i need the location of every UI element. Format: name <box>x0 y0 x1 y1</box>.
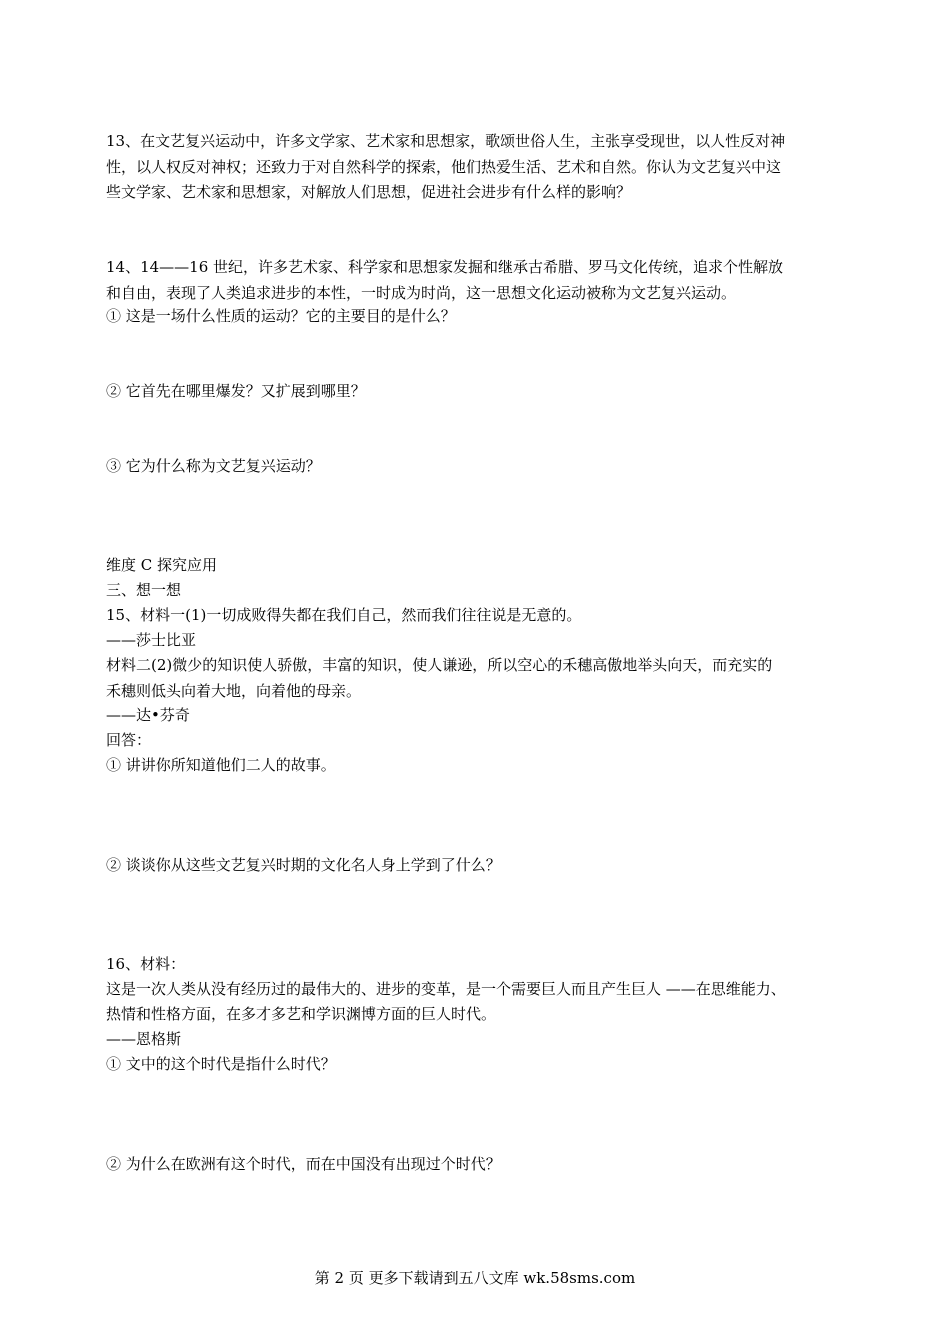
q15-answer-label: 回答： <box>106 731 152 749</box>
q14-sub-question-3: ③ 它为什么称为文艺复兴运动？ <box>106 457 321 475</box>
q16-line-2: 热情和性格方面，在多才多艺和学识渊博方面的巨人时代。 <box>106 1005 497 1023</box>
q16-line-1: 这是一次人类从没有经历过的最伟大的、进步的变革，是一个需要巨人而且产生巨人 ——在思维能力、 <box>106 980 786 998</box>
section-dimension: 维度 C 探究应用 <box>106 556 218 574</box>
q15-material-2-line-1: 材料二(2)微少的知识使人骄傲，丰富的知识，使人谦逊，所以空心的禾穗高傲地举头向天，而充实的 <box>106 656 773 674</box>
q15-sub-question-1: ① 讲讲你所知道他们二人的故事。 <box>106 756 336 774</box>
q16-author: ——恩格斯 <box>106 1030 182 1048</box>
q14-line-2: 和自由，表现了人类追求进步的本性，一时成为时尚，这一思想文化运动被称为文艺复兴运动。 <box>106 284 737 302</box>
q15-sub-question-2: ② 谈谈你从这些文艺复兴时期的文化名人身上学到了什么？ <box>106 856 501 874</box>
q15-material-1: 15、材料一(1)一切成败得失都在我们自己，然而我们往往说是无意的。 <box>106 606 582 624</box>
q15-author-2: ——达•芬奇 <box>106 706 190 724</box>
page-footer: 第 2 页 更多下载请到五八文库 wk.58sms.com <box>314 1269 636 1287</box>
q16-label: 16、材料： <box>106 955 186 973</box>
q13-line-1: 13、在文艺复兴运动中，许多文学家、艺术家和思想家，歌颂世俗人生，主张享受现世，以人性反对神 <box>106 132 786 150</box>
q16-sub-question-1: ① 文中的这个时代是指什么时代？ <box>106 1055 336 1073</box>
q14-sub-question-1: ① 这是一场什么性质的运动？它的主要目的是什么？ <box>106 307 456 325</box>
section-heading: 三、想一想 <box>106 581 182 599</box>
q14-line-1: 14、14——16 世纪，许多艺术家、科学家和思想家发掘和继承古希腊、罗马文化传统，追求个性解放 <box>106 258 784 276</box>
q15-material-2-line-2: 禾穗则低头向着大地，向着他的母亲。 <box>106 682 362 700</box>
q15-author-1: ——莎士比亚 <box>106 631 197 649</box>
q16-sub-question-2: ② 为什么在欧洲有这个时代，而在中国没有出现过个时代？ <box>106 1155 501 1173</box>
q14-sub-question-2: ② 它首先在哪里爆发？又扩展到哪里？ <box>106 382 366 400</box>
q13-line-2: 性，以人权反对神权；还致力于对自然科学的探索，他们热爱生活、艺术和自然。你认为文艺复兴中这 <box>106 158 782 176</box>
q13-line-3: 些文学家、艺术家和思想家，对解放人们思想，促进社会进步有什么样的影响？ <box>106 183 632 201</box>
